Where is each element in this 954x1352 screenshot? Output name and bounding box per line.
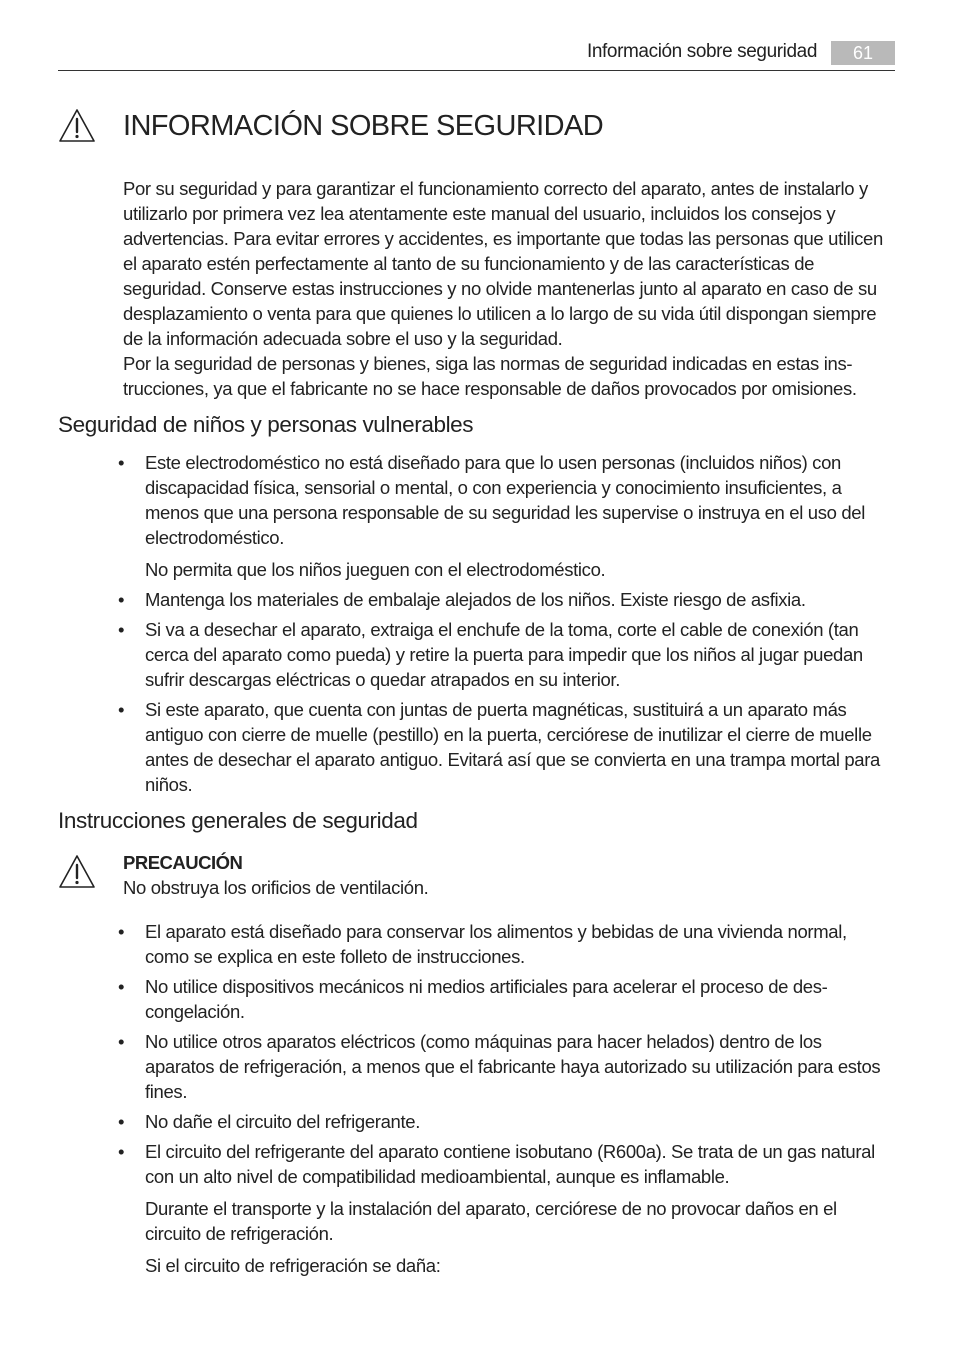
- caution-text: No obstruya los orificios de ventilación.: [123, 877, 429, 898]
- section-heading-children: Seguridad de niños y personas vulnerables: [58, 412, 474, 437]
- intro-text: [123, 176, 895, 401]
- list-item: [118, 919, 895, 969]
- list-item-text: Este electrodoméstico no está diseñado para que lo usen personas (incluidos niños) con discapacidad física, sensorial o mental, o con experiencia y conocimiento insuficientes, a menos que una persona responsable de su seguridad les supervise o instruya en el uso del electrodoméstico.: [145, 452, 865, 548]
- bullet: •: [118, 1141, 125, 1162]
- list-item: [118, 587, 895, 612]
- list-item: [118, 974, 895, 1024]
- list-item-subtext: Si el circuito de refrigeración se daña:: [145, 1255, 441, 1276]
- list-item: [118, 1029, 895, 1104]
- list-item-text: No utilice dispositivos mecánicos ni medios artificiales para acelerar el proceso de descongelación.: [145, 976, 828, 1022]
- running-title: Información sobre seguridad: [586, 41, 817, 62]
- children-safety-list: [118, 450, 895, 802]
- warning-triangle-icon: [58, 854, 96, 890]
- bullet: •: [118, 589, 125, 610]
- caution-block: [58, 850, 895, 910]
- list-item-text: El aparato está diseñado para conservar los alimentos y bebidas de una vivienda normal, como se explica en este folleto de instrucciones.: [145, 921, 847, 967]
- warning-triangle-icon: [58, 108, 96, 144]
- list-item-text: No dañe el circuito del refrigerante.: [145, 1111, 420, 1132]
- caution-label: PRECAUCIÓN: [123, 852, 243, 873]
- bullet: •: [118, 699, 125, 720]
- bullet: •: [118, 452, 125, 473]
- bullet: •: [118, 921, 125, 942]
- intro-paragraph-2: Por la seguridad de personas y bienes, siga las normas de seguridad indicadas en estas instrucciones, ya que el fabricante no se hace responsable de daños provocados por omisiones.: [123, 353, 857, 399]
- bullet: •: [118, 619, 125, 640]
- list-item: [118, 617, 895, 692]
- general-safety-list: [118, 919, 895, 1283]
- list-item-subtext: Durante el transporte y la instalación del aparato, cerciórese de no provocar daños en el circuito de refrigeración.: [145, 1198, 837, 1244]
- list-item-text: No utilice otros aparatos eléctricos (como máquinas para hacer helados) dentro de los aparatos de refrigeración, a menos que el fabricante haya autorizado su utilización para estos fines.: [145, 1031, 881, 1102]
- list-item-subtext: No permita que los niños jueguen con el electrodoméstico.: [145, 559, 606, 580]
- intro-paragraph-1: Por su seguridad y para garantizar el funcionamiento correcto del aparato, antes de instalarlo y utilizarlo por primera vez lea atentamente este manual del usuario, incluidos los consejos y advertencias. Para evitar errores y accidentes, es importante que todas las personas que utilicen el aparato estén perfectamente al tanto de su funcionamiento y de las características de seguridad. Conserve estas instrucciones y no olvide mantenerlas junto al aparato en caso de su desplazamiento o venta para que quienes lo utilicen a lo largo de su vida útil dispongan siempre de la información adecuada sobre el uso y la seguridad.: [123, 178, 883, 349]
- list-item-text: El circuito del refrigerante del aparato contiene isobutano (R600a). Se trata de un gas natural con un alto nivel de compatibilidad medioambiental, aunque es inflamable.: [145, 1141, 875, 1187]
- bullet: •: [118, 976, 125, 997]
- bullet: •: [118, 1031, 125, 1052]
- list-item-text: Si este aparato, que cuenta con juntas de puerta magnéticas, sustituirá a un aparato más antiguo con cierre de muelle (pestillo) en la puerta, cerciórese de inutilizar el cierre de muelle antes de desechar el aparato antiguo. Evitará así que se convierta en una trampa mortal para niños.: [145, 699, 880, 795]
- title-row: [58, 108, 895, 158]
- page-number: 61: [831, 41, 895, 65]
- list-item: [118, 1139, 895, 1278]
- list-item: [118, 450, 895, 582]
- list-item-text: Si va a desechar el aparato, extraiga el enchufe de la toma, corte el cable de conexión (tan cerca del aparato como pueda) y retire la puerta para impedir que los niños al jugar puedan sufrir descargas eléctricas o quedar atrapados en su interior.: [145, 619, 863, 690]
- page-title: INFORMACIÓN SOBRE SEGURIDAD: [123, 110, 604, 142]
- list-item-text: Mantenga los materiales de embalaje alejados de los niños. Existe riesgo de asfixia.: [145, 589, 806, 610]
- page-header: [58, 38, 895, 71]
- bullet: •: [118, 1111, 125, 1132]
- section-heading-general: Instrucciones generales de seguridad: [58, 808, 418, 833]
- list-item: [118, 697, 895, 797]
- list-item: [118, 1109, 895, 1134]
